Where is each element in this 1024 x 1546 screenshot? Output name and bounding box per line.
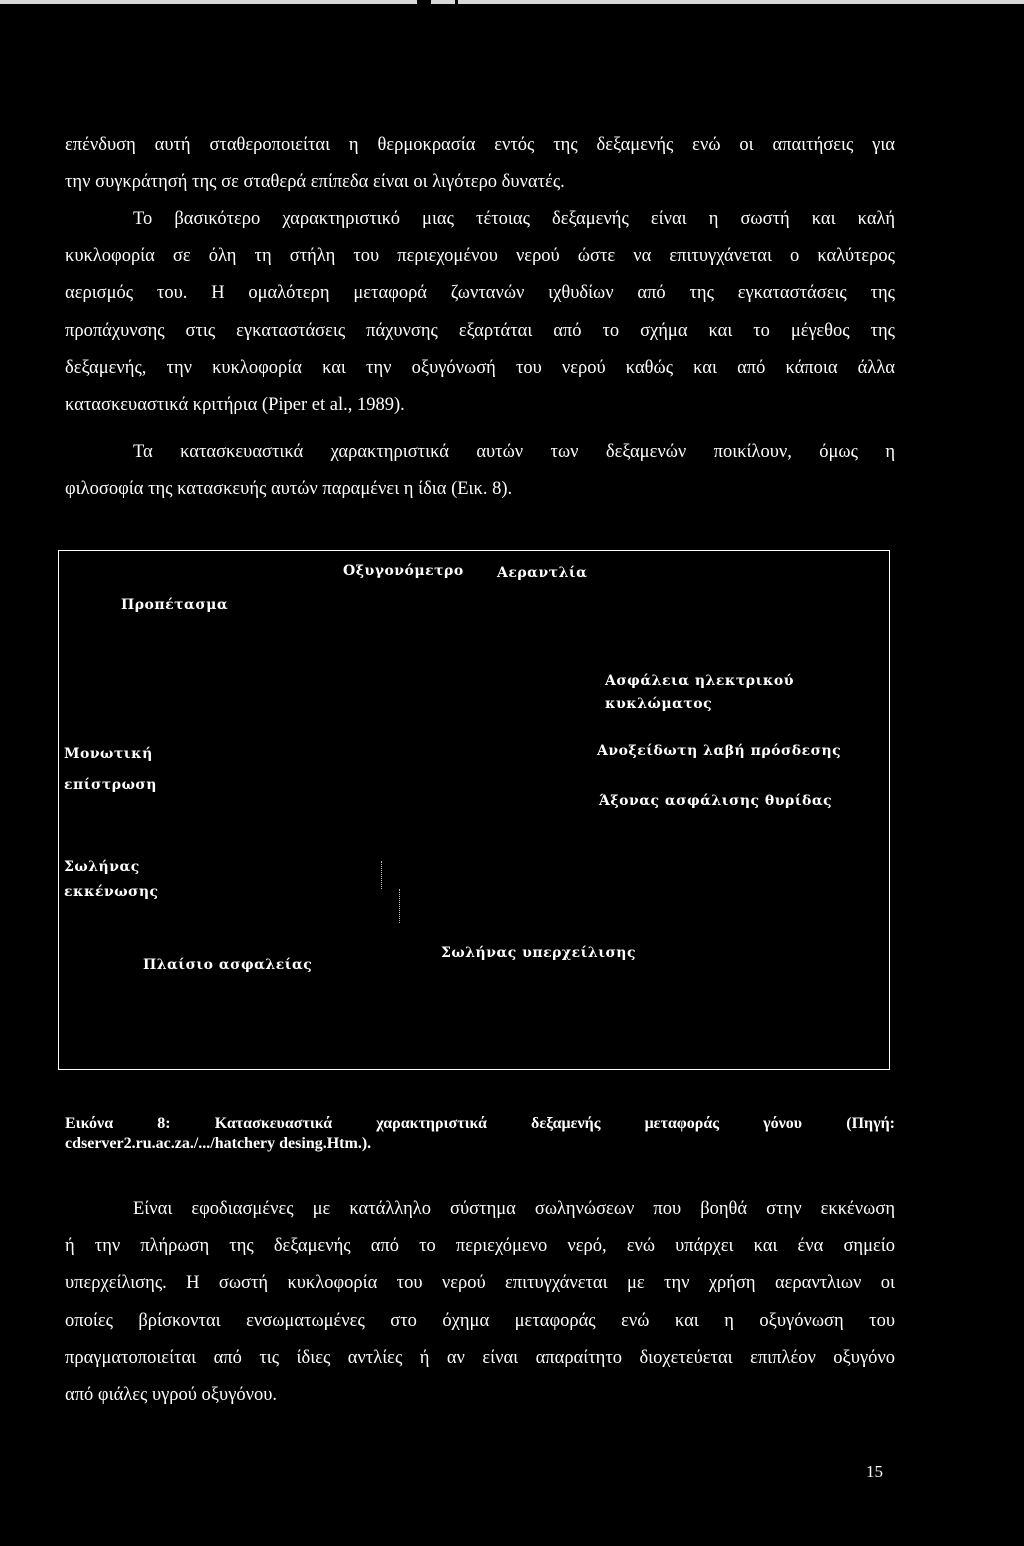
- top-border-gap: [417, 0, 431, 4]
- paragraph-4: [65, 1191, 895, 1414]
- label-oxygen-meter: Οξυγονόμετρο: [343, 563, 464, 579]
- text-line: Είναι εφοδιασμένες με κατάλληλο σύστημα σωληνώσεων που βοηθά στην εκκένωση: [133, 1199, 895, 1219]
- caption-line: cdserver2.ru.ac.za./.../hatchery desing.Htm.).: [65, 1135, 372, 1152]
- text-line: φιλοσοφία της κατασκευής αυτών παραμένει η ίδια (Εικ. 8).: [65, 479, 513, 500]
- label-electrical-safety: κυκλώματος: [605, 696, 713, 712]
- text-line: κατασκευαστικά κριτήρια (Piper et al., 1989).: [65, 394, 405, 415]
- text-line: κυκλοφορία σε όλη τη στήλη του περιεχομένου νερού ώστε να επιτυγχάνεται ο καλύτερος: [65, 246, 895, 267]
- text-line: την συγκράτησή της σε σταθερά επίπεδα είναι οι λιγότερο δυνατές.: [65, 172, 565, 193]
- label-electrical-safety: Ασφάλεια ηλεκτρικού: [605, 673, 794, 689]
- label-insulated-lining: επίστρωση: [64, 777, 157, 793]
- figure-caption: [65, 1114, 895, 1154]
- text-line: πραγματοποιείται από τις ίδιες αντλίες ή αν είναι απαραίτητο διοχετεύεται επιπλέον οξυγόνο: [65, 1347, 895, 1368]
- text-line: υπερχείλισης. Η σωστή κυκλοφορία του νερού επιτυγχάνεται με την χρήση αεραντλιων οι: [65, 1273, 895, 1294]
- label-insulated-lining: Μονωτική: [64, 746, 153, 762]
- paragraph-1: [65, 127, 895, 201]
- text-line: επένδυση αυτή σταθεροποιείται η θερμοκρασία εντός της δεξαμενής ενώ οι απαιτήσεις για: [65, 135, 895, 155]
- label-overflow-pipe: Σωλήνας υπερχείλισης: [441, 945, 637, 961]
- text-line: προπάχυνσης στις εγκαταστάσεις πάχυνσης εξαρτάται από το σχήμα και το μέγεθος της: [65, 320, 895, 341]
- label-stainless-handle: Ανοξείδωτη λαβή πρόσδεσης: [597, 743, 842, 759]
- top-border-gap: [455, 0, 458, 4]
- text-line: από φιάλες υγρού οξυγόνου.: [65, 1384, 278, 1405]
- text-line: Τα κατασκευαστικά χαρακτηριστικά αυτών των δεξαμενών ποικίλουν, όμως η: [133, 442, 895, 462]
- figure-transport-tank: [58, 550, 890, 1070]
- label-partition: Προπέτασμα: [121, 597, 229, 613]
- paragraph-2: [65, 201, 895, 424]
- text-line: αερισμός του. Η ομαλότερη μεταφορά ζωντανών ιχθυδίων από της εγκαταστάσεις της: [65, 283, 895, 304]
- caption-line: Εικόνα 8: Κατασκευαστικά χαρακτηριστικά δεξαμενής μεταφοράς γόνου (Πηγή:: [65, 1115, 895, 1132]
- label-safety-frame: Πλαίσιο ασφαλείας: [143, 957, 313, 973]
- label-drain-pipe: Σωλήνας: [64, 859, 140, 875]
- label-air-pump: Αεραντλία: [497, 565, 588, 581]
- page-number: 15: [866, 1462, 883, 1481]
- text-line: δεξαμενής, την κυκλοφορία και την οξυγόνωσή του νερού καθώς και από κάποια άλλα: [65, 357, 895, 378]
- text-line: ή την πλήρωση της δεξαμενής από το περιεχόμενο νερό, ενώ υπάρχει και ένα σημείο: [65, 1236, 895, 1257]
- text-line: οποίες βρίσκονται ενσωματωμένες στο όχημα μεταφοράς ενώ και η οξυγόνωση του: [65, 1310, 895, 1331]
- dotted-line: [399, 889, 402, 923]
- dotted-line: [381, 861, 384, 889]
- label-hatch-axis: Άξονας ασφάλισης θυρίδας: [599, 793, 833, 809]
- label-drain-pipe: εκκένωσης: [64, 884, 159, 900]
- top-border-line: [0, 0, 1024, 4]
- paragraph-3: [65, 434, 895, 508]
- text-line: Το βασικότερο χαρακτηριστικό μιας τέτοιας δεξαμενής είναι η σωστή και καλή: [133, 209, 895, 229]
